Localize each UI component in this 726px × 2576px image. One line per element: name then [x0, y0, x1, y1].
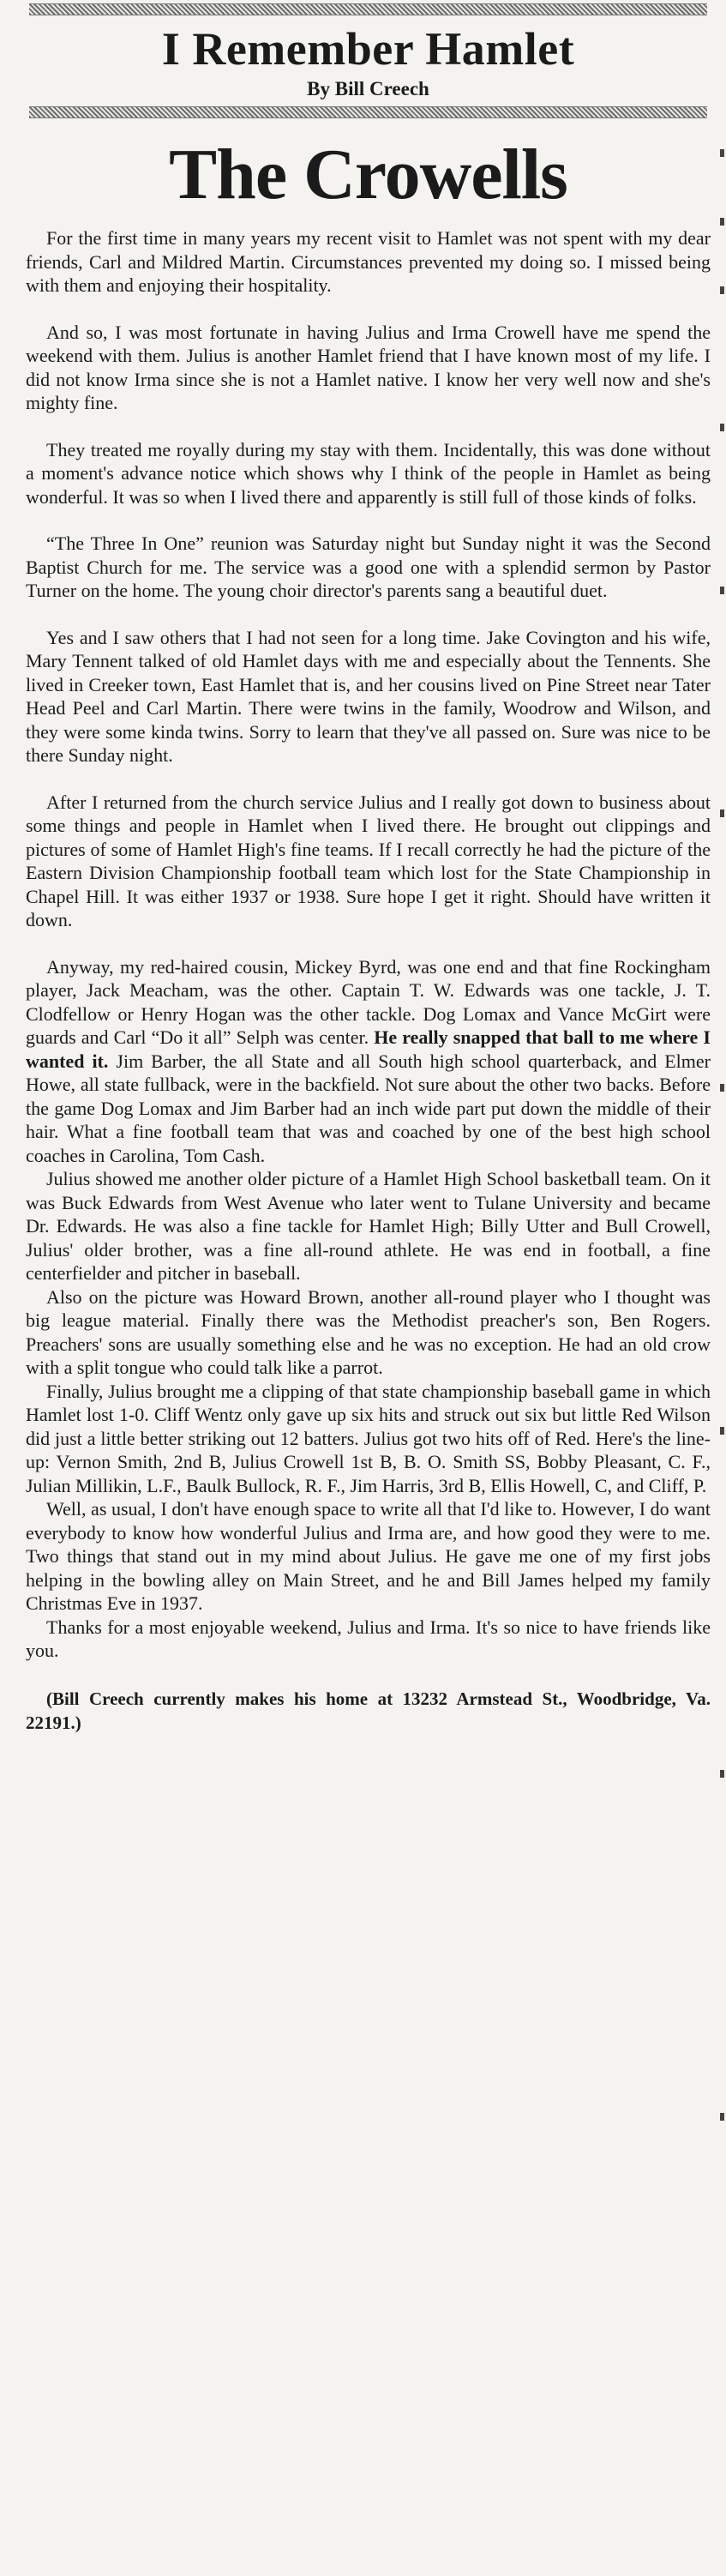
paragraph: “The Three In One” reunion was Saturday night but Sunday night it was the Second Baptist Church for me. The service was a good one with a splendid sermon by Pastor Turner on the home. The young choir director's parents sang a beautiful duet.	[26, 533, 711, 601]
newspaper-clipping	[0, 3, 726, 2576]
paragraph: They treated me royally during my stay with them. Incidentally, this was done without a moment's advance notice which shows why I think of the people in Hamlet as being wonderful. It was so when I lived there and apparently is still full of those kinds of folks.	[26, 438, 711, 508]
column-title: I Remember Hamlet	[161, 23, 575, 75]
bold-sentence: He really snapped that ball to me where I wanted it.	[26, 1026, 711, 1072]
article-body	[26, 226, 711, 1663]
paragraph: Thanks for a most enjoyable weekend, Julius and Irma. It's so nice to have friends like you.	[26, 1616, 711, 1661]
paragraph: Well, as usual, I don't have enough space to write all that I'd like to. However, I do want everybody to know how wonderful Julius and Irma are, and how good they were to me. Two things that stand out in my mind about Julius. He gave me one of my first jobs helping in the bowling alley on Main Street, and he and Bill James helped my family Christmas Eve in 1937.	[26, 1498, 711, 1614]
paragraph: Julius showed me another older picture of a Hamlet High School basketball team. On it was Buck Edwards from West Avenue who later went to Tulane University and became Dr. Edwards. He was also a fine tackle for Hamlet High; Billy Utter and Bull Crowell, Julius' older brother, was a fine all-round athlete. He was end in football, a fine centerfielder and pitcher in baseball.	[26, 1168, 711, 1284]
paragraph-continuation: Jim Barber, the all State and all South high school quarterback, and Elmer Howe, all state fullback, were in the backfield. Not sure about the other two backs. Before the game Dog Lomax and Jim Barber had an inch wide part put down the middle of their hair. What a fine football team that was and coached by one of the best high school coaches in Carolina, Tom Cash.	[26, 1050, 711, 1166]
paragraph: For the first time in many years my recent visit to Hamlet was not spent with my dear friends, Carl and Mildred Martin. Circumstances prevented my doing so. I missed being with them and enjoying their hospitality.	[26, 227, 711, 296]
top-decorative-rule	[29, 3, 707, 15]
paragraph: Yes and I saw others that I had not seen for a long time. Jake Covington and his wife, Mary Tennent talked of old Hamlet days with me and especially about the Tennents. She lived in Creeker town, East Hamlet that is, and her cousins lived on Pine Street near Tater Head Peel and Carl Martin. There were twins in the family, Woodrow and Wilson, and they were some kinda twins. Sorry to learn that they've all passed on. Sure was nice to be there Sunday night.	[26, 626, 711, 766]
paragraph: And so, I was most fortunate in having Julius and Irma Crowell have me spend the weekend with them. Julius is another Hamlet friend that I have known most of my life. I did not know Irma since she is not a Hamlet native. I know her very well now and she's mighty fine.	[26, 321, 711, 413]
author-note: (Bill Creech currently makes his home at 13232 Armstead St., Woodbridge, Va. 22191.)	[26, 1688, 711, 1733]
byline: By Bill Creech	[307, 78, 429, 99]
bottom-decorative-rule	[29, 106, 707, 118]
paragraph: After I returned from the church service Julius and I really got down to business about some things and people in Hamlet when I lived there. He brought out clippings and pictures of some of Hamlet High's fine teams. If I recall correctly he had the picture of the Eastern Division Championship football team which lost for the State Championship in Chapel Hill. It was either 1937 or 1938. Sure hope I get it right. Should have written it down.	[26, 791, 711, 930]
paragraph-text: Anyway, my red-haired cousin, Mickey Byrd, was one end and that fine Rockingham player, Jack Meacham, was the other. Captain T. W. Edwards was one tackle, J. T. Clodfellow or Henry Hogan was the other tackle. Dog Lomax and Vance McGirt were guards and Carl “Do it all” Selph was center.	[26, 955, 711, 1048]
adjacent-column-edge	[719, 141, 724, 2542]
paragraph: Finally, Julius brought me a clipping of that state championship baseball game in which Hamlet lost 1-0. Cliff Wentz only gave up six hits and struck out six but little Red Wilson did just a little better striking out 12 batters. Julius got two hits off of Red. Here's the line-up: Vernon Smith, 2nd B, Julius Crowell 1st B, B. O. Smith SS, Bobby Pleasant, C. F., Julian Millikin, L.F., Baulk Bullock, R. F., Jim Harris, 3rd B, Ellis Howell, C, and Cliff, P.	[26, 1380, 711, 1496]
paragraph: Also on the picture was Howard Brown, another all-round player who I thought was big league material. Finally there was the Methodist preacher's son, Ben Rogers. Preachers' sons are usually something else and he was no exception. He had an old crow with a split tongue who could talk like a parrot.	[26, 1285, 711, 1378]
article-headline: The Crowells	[169, 135, 567, 214]
paragraph-with-bold	[26, 955, 711, 1168]
